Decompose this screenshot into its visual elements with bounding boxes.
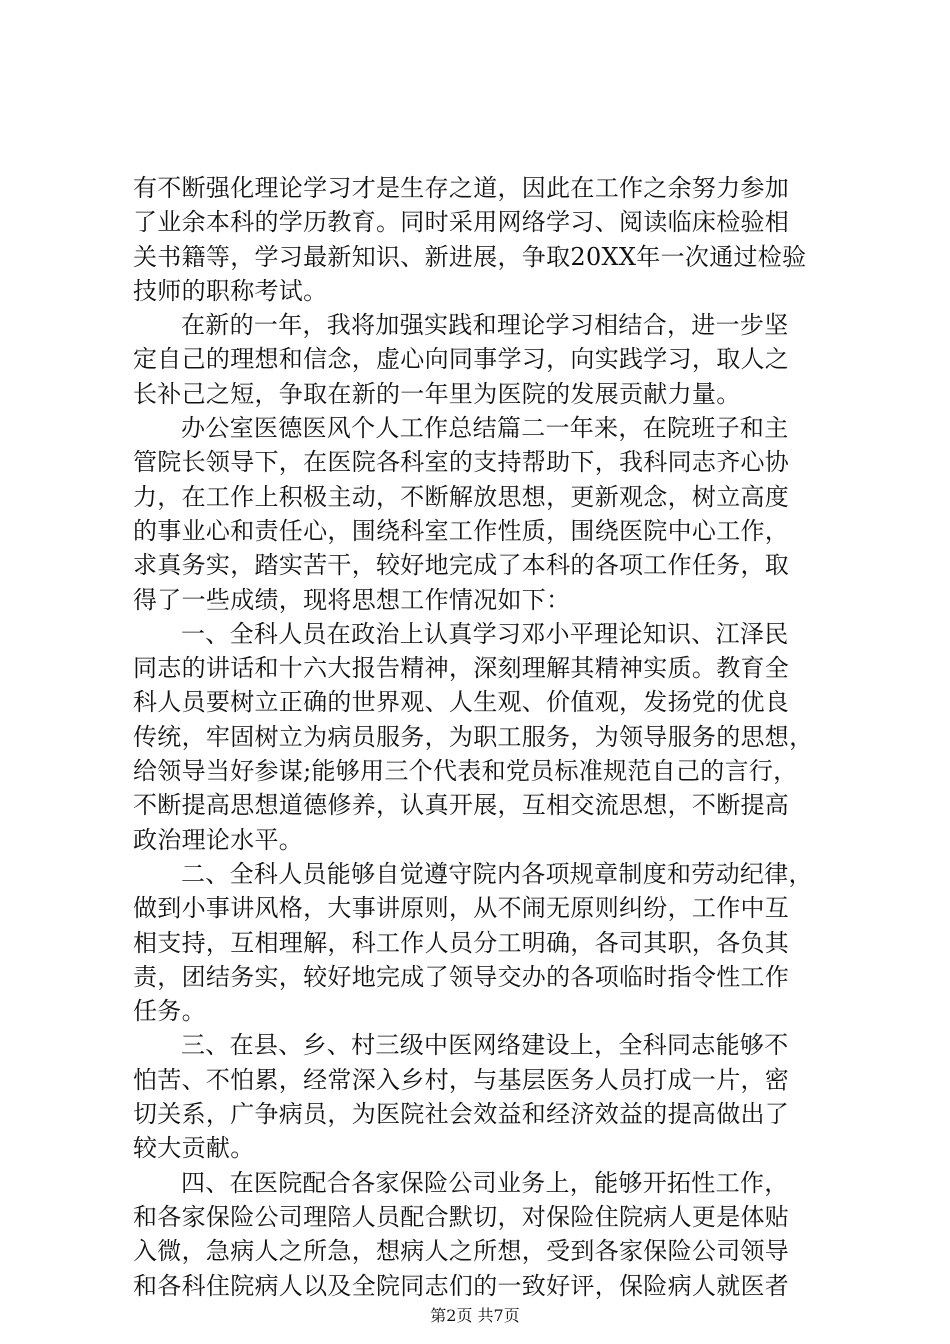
text-line: 任务。 [133,997,206,1026]
text-line: 一、全科人员在政治上认真学习邓小平理论知识、江泽民 [181,619,789,648]
text-line: 政治理论水平。 [133,825,304,854]
text-line: 定自己的理想和信念，虚心向同事学习，向实践学习，取人之 [133,345,790,374]
text-line: 入微，急病人之所急，想病人之所想，受到各家保险公司领导 [133,1237,790,1266]
text-line: 怕苦、不怕累，经常深入乡村，与基层医务人员打成一片，密 [133,1065,790,1094]
text-line: 管院长领导下，在医院各科室的支持帮助下，我科同志齐心协 [133,448,790,477]
text-line: 和各家保险公司理陪人员配合默切，对保险住院病人更是体贴 [133,1202,790,1231]
page-number-footer: 第2页 共7页 [430,1306,520,1325]
text-line: 有不断强化理论学习才是生存之道，因此在工作之余努力参加 [133,174,790,202]
text-line: 责，团结务实，较好地完成了领导交办的各项临时指令性工作 [133,962,790,991]
text-line: 的事业心和责任心，围绕科室工作性质，围绕医院中心工作， [133,516,790,545]
text-line: 和各科住院病人以及全院同志们的一致好评，保险病人就医者 [133,1271,790,1300]
text-line: 传统，牢固树立为病员服务，为职工服务，为领导服务的思想， [133,722,814,751]
text-line: 四、在医院配合各家保险公司业务上，能够开拓性工作， [181,1168,789,1197]
text-line: 二、全科人员能够自觉遵守院内各项规章制度和劳动纪律， [181,859,813,888]
text-line: 较大贡献。 [133,1134,255,1163]
text-line: 技师的职称考试。 [133,276,328,305]
text-line: 在新的一年，我将加强实践和理论学习相结合，进一步坚 [181,311,789,340]
text-line: 不断提高思想道德修养，认真开展，互相交流思想，不断提高 [133,791,790,820]
text-line: 得了一些成绩，现将思想工作情况如下： [133,585,571,614]
text-line: 做到小事讲风格，大事讲原则，从不闹无原则纠纷，工作中互 [133,894,790,923]
text-line: 求真务实，踏实苦干，较好地完成了本科的各项工作任务，取 [133,551,790,580]
text-line: 科人员要树立正确的世界观、人生观、价值观，发扬党的优良 [133,688,790,717]
text-line: 办公室医德医风个人工作总结篇二一年来，在院班子和主 [181,414,789,443]
text-line: 同志的讲话和十六大报告精神，深刻理解其精神实质。教育全 [133,654,790,683]
text-line: 长补己之短，争取在新的一年里为医院的发展贡献力量。 [133,379,741,408]
text-line: 关书籍等，学习最新知识、新进展，争取20XX年一次通过检验 [133,242,807,271]
text-line: 相支持，互相理解，科工作人员分工明确，各司其职，各负其 [133,928,790,957]
text-line: 力，在工作上积极主动，不断解放思想，更新观念，树立高度 [133,482,790,511]
text-line: 切关系，广争病员，为医院社会效益和经济效益的提高做出了 [133,1100,790,1129]
text-line: 了业余本科的学历教育。同时采用网络学习、阅读临床检验相 [133,208,790,237]
document-body [133,171,833,1303]
text-line: 给领导当好参谋;能够用三个代表和党员标准规范自己的言行， [133,757,798,786]
text-line: 三、在县、乡、村三级中医网络建设上，全科同志能够不 [181,1031,789,1060]
